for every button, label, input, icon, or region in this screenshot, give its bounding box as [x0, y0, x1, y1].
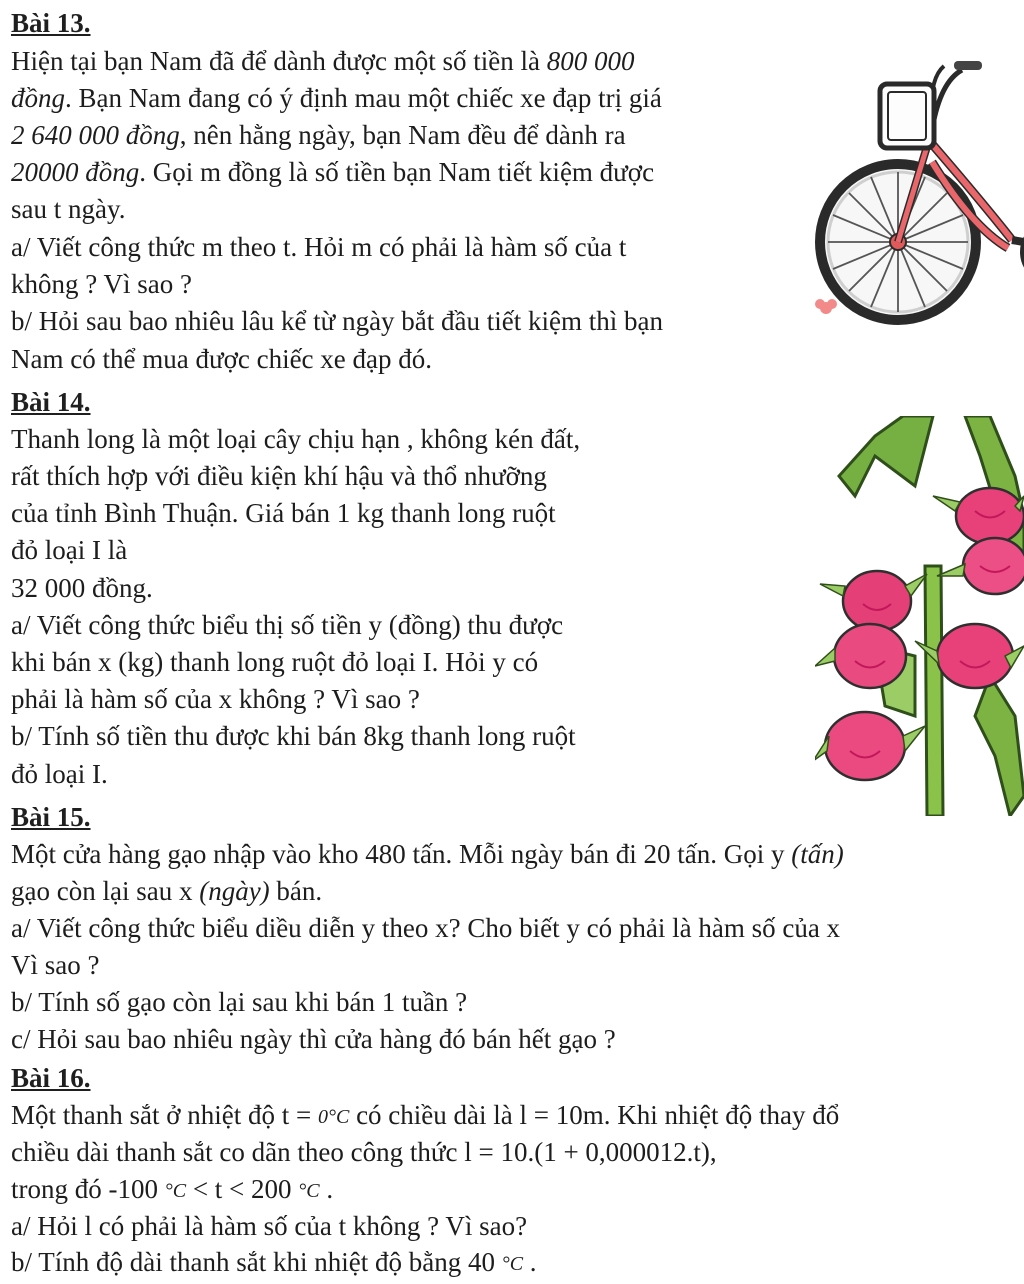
b13-line-5: sau t ngày. [11, 194, 126, 224]
b14-line-1: Thanh long là một loại cây chịu hạn , không kén đất, [11, 424, 581, 454]
b13-question-a-2: không ? Vì sao ? [11, 269, 192, 299]
b16-line-2: chiều dài thanh sắt co dãn theo công thức l = 10.(1 + 0,000012.t), [11, 1137, 717, 1167]
b15-question-a-2: Vì sao ? [11, 950, 100, 980]
b15-question-c: c/ Hỏi sau bao nhiêu ngày thì cửa hàng đó bán hết gạo ? [11, 1024, 616, 1054]
b14-question-b-2: đỏ loại I. [11, 759, 108, 789]
b16-question-b: b/ Tính độ dài thanh sắt khi nhiệt độ bằng 40 °C . [11, 1247, 537, 1277]
b15-question-a-1: a/ Viết công thức biểu diều diễn y theo x? Cho biết y có phải là hàm số của x [11, 913, 841, 943]
b15-line-2: gạo còn lại sau x (ngày) bán. [11, 876, 323, 906]
b14-line-3: của tỉnh Bình Thuận. Giá bán 1 kg thanh long ruột [11, 498, 556, 528]
b15-line-1: Một cửa hàng gạo nhập vào kho 480 tấn. Mỗi ngày bán đi 20 tấn. Gọi y (tấn) [11, 839, 844, 869]
b14-question-a-2: khi bán x (kg) thanh long ruột đỏ loại I. Hỏi y có [11, 647, 539, 677]
bicycle-illustration [812, 52, 1024, 344]
b13-question-b-1: b/ Hỏi sau bao nhiêu lâu kể từ ngày bắt đầu tiết kiệm thì bạn [11, 306, 663, 336]
b14-line-2: rất thích hợp với điều kiện khí hậu và thổ nhưỡng [11, 461, 547, 491]
b13-line-2: đồng. Bạn Nam đang có ý định mau một chiếc xe đạp trị giá [11, 83, 662, 113]
b16-line-1: Một thanh sắt ở nhiệt độ t = 0°C có chiều dài là l = 10m. Khi nhiệt độ thay đổ [11, 1100, 840, 1130]
b14-question-a-3: phải là hàm số của x không ? Vì sao ? [11, 684, 420, 714]
b13-line-3: 2 640 000 đồng, nên hằng ngày, bạn Nam đều để dành ra [11, 120, 626, 150]
heading-bai-14: Bài 14. [11, 387, 91, 417]
b14-line-4: đỏ loại I là [11, 535, 128, 565]
heading-bai-15: Bài 15. [11, 802, 91, 832]
b14-question-b-1: b/ Tính số tiền thu được khi bán 8kg thanh long ruột [11, 721, 576, 751]
b13-question-a-1: a/ Viết công thức m theo t. Hỏi m có phải là hàm số của t [11, 232, 627, 262]
b16-line-3: trong đó -100 °C < t < 200 °C . [11, 1174, 334, 1204]
b16-question-a: a/ Hỏi l có phải là hàm số của t không ? Vì sao? [11, 1211, 528, 1241]
heading-bai-13: Bài 13. [11, 8, 91, 38]
dragon-fruit-illustration [815, 416, 1024, 816]
heading-bai-16: Bài 16. [11, 1063, 91, 1093]
b13-line-1: Hiện tại bạn Nam đã để dành được một số tiền là 800 000 [11, 46, 635, 76]
b14-line-5: 32 000 đồng. [11, 573, 153, 603]
b13-line-4: 20000 đồng. Gọi m đồng là số tiền bạn Nam tiết kiệm được [11, 157, 655, 187]
b14-question-a-1: a/ Viết công thức biểu thị số tiền y (đồng) thu được [11, 610, 564, 640]
b13-question-b-2: Nam có thể mua được chiếc xe đạp đó. [11, 344, 433, 374]
b15-question-b: b/ Tính số gạo còn lại sau khi bán 1 tuần ? [11, 987, 468, 1017]
